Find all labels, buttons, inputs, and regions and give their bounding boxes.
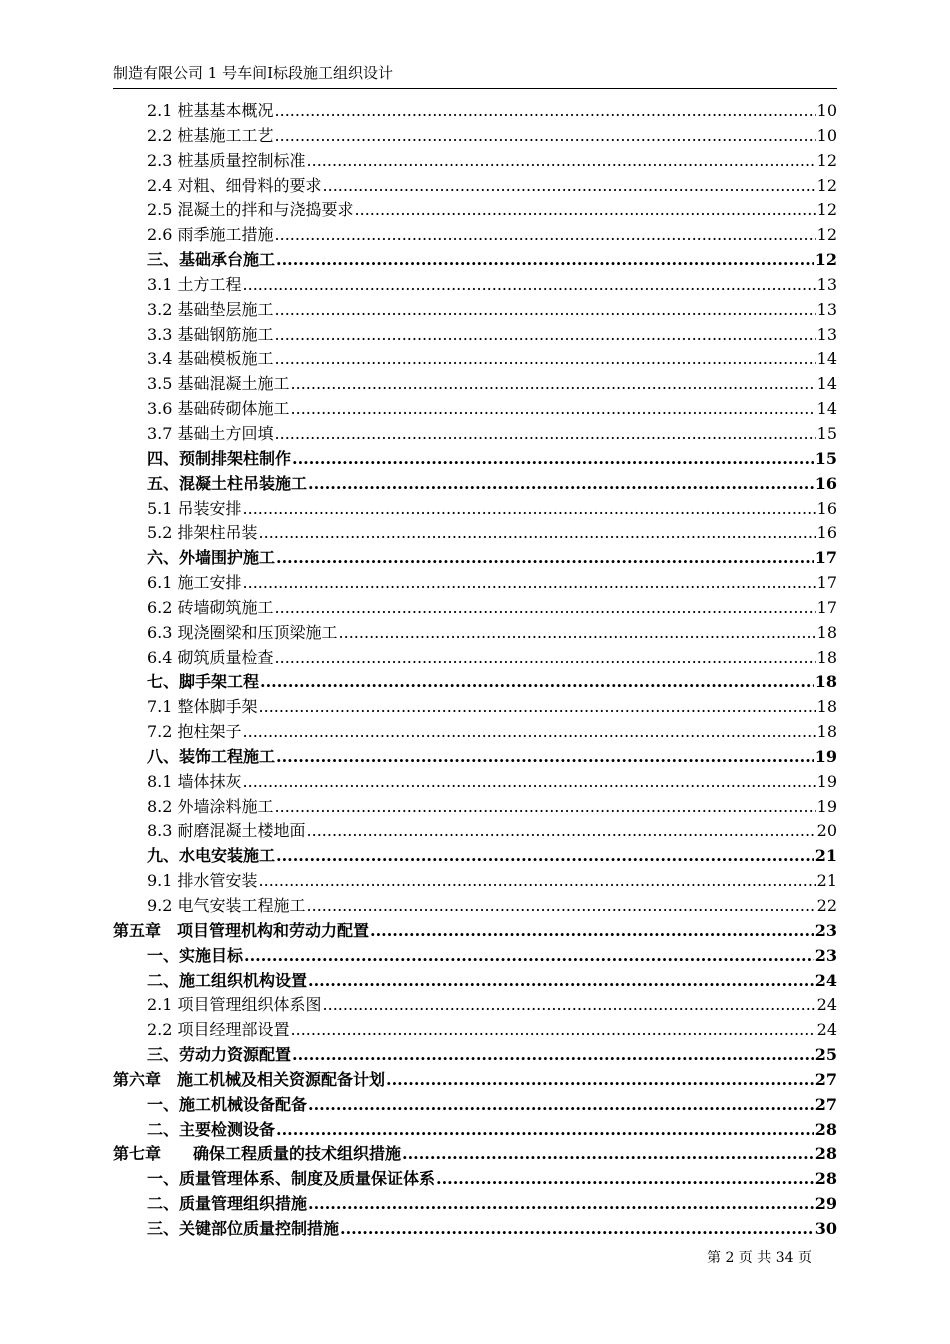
toc-dot-leader bbox=[275, 422, 816, 447]
toc-entry-page-number: 15 bbox=[814, 448, 837, 468]
toc-dot-leader bbox=[292, 447, 814, 472]
toc-entry-title: 2.1 桩基基本概况 bbox=[147, 101, 274, 120]
toc-dot-leader bbox=[275, 347, 816, 372]
toc-entry-page-number: 17 bbox=[816, 597, 837, 617]
toc-entry-title: 五、混凝土柱吊装施工 bbox=[147, 473, 308, 493]
toc-entry-title: 8.1 墙体抹灰 bbox=[147, 771, 242, 791]
toc-entry-page-number: 15 bbox=[816, 423, 837, 443]
toc-section-entry[interactable] bbox=[113, 1118, 837, 1143]
toc-subsection-entry[interactable] bbox=[113, 596, 837, 621]
toc-section-entry[interactable] bbox=[113, 745, 837, 770]
toc-entry-page-number: 29 bbox=[814, 1194, 837, 1214]
toc-dot-leader bbox=[339, 621, 816, 646]
toc-subsection-entry[interactable] bbox=[113, 894, 837, 919]
toc-entry-page-number: 23 bbox=[814, 920, 837, 940]
toc-dot-leader bbox=[291, 372, 816, 397]
toc-section-entry[interactable] bbox=[113, 969, 837, 994]
toc-dot-leader bbox=[259, 695, 816, 720]
toc-subsection-entry[interactable] bbox=[113, 646, 837, 671]
toc-subsection-entry[interactable] bbox=[113, 397, 837, 422]
toc-dot-leader bbox=[275, 596, 816, 621]
toc-entry-title: 第五章 项目管理机构和劳动力配置 bbox=[113, 920, 370, 940]
toc-entry-title: 2.2 项目经理部设置 bbox=[147, 1020, 290, 1040]
toc-entry-page-number: 17 bbox=[816, 573, 837, 593]
toc-entry-page-number: 20 bbox=[816, 821, 837, 841]
toc-dot-leader bbox=[276, 745, 814, 770]
toc-section-entry[interactable] bbox=[113, 944, 837, 969]
toc-subsection-entry[interactable] bbox=[113, 149, 837, 174]
toc-entry-page-number: 16 bbox=[814, 473, 837, 493]
toc-dot-leader bbox=[260, 670, 814, 695]
toc-dot-leader bbox=[275, 223, 816, 248]
toc-entry-page-number: 12 bbox=[816, 200, 837, 220]
toc-dot-leader bbox=[276, 546, 814, 571]
toc-entry-page-number: 24 bbox=[816, 995, 837, 1015]
toc-entry-title: 八、装饰工程施工 bbox=[147, 746, 276, 766]
toc-entry-title: 6.4 砌筑质量检查 bbox=[147, 647, 274, 667]
toc-entry-page-number: 18 bbox=[816, 622, 837, 642]
toc-subsection-entry[interactable] bbox=[113, 571, 837, 596]
toc-entry-title: 8.3 耐磨混凝土楼地面 bbox=[147, 821, 306, 841]
toc-section-entry[interactable] bbox=[113, 472, 837, 497]
toc-entry-title: 7.2 抱柱架子 bbox=[147, 722, 242, 742]
toc-section-entry[interactable] bbox=[113, 1043, 837, 1068]
toc-dot-leader bbox=[244, 944, 814, 969]
toc-entry-page-number: 10 bbox=[816, 125, 837, 145]
toc-entry-title: 9.2 电气安装工程施工 bbox=[147, 896, 306, 915]
toc-entry-page-number: 16 bbox=[816, 498, 837, 518]
toc-section-entry[interactable] bbox=[113, 248, 837, 273]
toc-entry-title: 6.1 施工安排 bbox=[147, 573, 242, 593]
toc-entry-page-number: 21 bbox=[816, 871, 837, 891]
toc-entry-title: 二、质量管理组织措施 bbox=[147, 1194, 308, 1214]
toc-section-entry[interactable] bbox=[113, 1093, 837, 1118]
toc-dot-leader bbox=[275, 323, 816, 348]
toc-dot-leader bbox=[340, 1217, 814, 1242]
toc-dot-leader bbox=[243, 571, 816, 596]
toc-entry-page-number: 14 bbox=[816, 349, 837, 369]
toc-subsection-entry[interactable] bbox=[113, 795, 837, 820]
toc-entry-page-number: 22 bbox=[816, 896, 837, 915]
toc-entry-title: 一、质量管理体系、制度及质量保证体系 bbox=[147, 1169, 436, 1189]
toc-dot-leader bbox=[307, 894, 816, 919]
toc-entry-page-number: 10 bbox=[816, 101, 837, 120]
toc-entry-title: 三、基础承台施工 bbox=[147, 250, 276, 270]
toc-entry-page-number: 24 bbox=[816, 1020, 837, 1040]
toc-entry-title: 5.1 吊装安排 bbox=[147, 498, 242, 518]
toc-dot-leader bbox=[308, 472, 814, 497]
toc-subsection-entry[interactable] bbox=[113, 521, 837, 546]
toc-entry-page-number: 19 bbox=[814, 746, 837, 766]
toc-entry-page-number: 18 bbox=[816, 722, 837, 742]
toc-entry-title: 8.2 外墙涂料施工 bbox=[147, 796, 274, 816]
toc-dot-leader bbox=[275, 795, 816, 820]
toc-subsection-entry[interactable] bbox=[113, 422, 837, 447]
toc-chapter-entry[interactable] bbox=[113, 1142, 837, 1167]
toc-entry-page-number: 18 bbox=[816, 647, 837, 667]
toc-entry-page-number: 27 bbox=[814, 1069, 837, 1089]
toc-entry-title: 6.2 砖墙砌筑施工 bbox=[147, 597, 274, 617]
toc-dot-leader bbox=[291, 1018, 816, 1043]
toc-entry-page-number: 12 bbox=[816, 225, 837, 245]
toc-entry-page-number: 30 bbox=[814, 1218, 837, 1238]
toc-entry-title: 九、水电安装施工 bbox=[147, 846, 276, 866]
toc-dot-leader bbox=[276, 1118, 814, 1143]
toc-entry-page-number: 12 bbox=[816, 150, 837, 170]
toc-dot-leader bbox=[386, 1068, 814, 1093]
toc-entry-title: 2.2 桩基施工工艺 bbox=[147, 125, 274, 145]
toc-subsection-entry[interactable] bbox=[113, 621, 837, 646]
toc-entry-title: 3.1 土方工程 bbox=[147, 274, 242, 294]
toc-dot-leader bbox=[308, 1192, 814, 1217]
toc-dot-leader bbox=[275, 646, 816, 671]
toc-entry-title: 3.6 基础砖砌体施工 bbox=[147, 399, 290, 419]
toc-entry-page-number: 23 bbox=[814, 945, 837, 965]
toc-entry-title: 7.1 整体脚手架 bbox=[147, 697, 258, 717]
toc-entry-title: 一、施工机械设备配备 bbox=[147, 1094, 308, 1114]
toc-dot-leader bbox=[276, 248, 814, 273]
toc-subsection-entry[interactable] bbox=[113, 174, 837, 199]
toc-dot-leader bbox=[402, 1142, 814, 1167]
toc-section-entry[interactable] bbox=[113, 1167, 837, 1192]
toc-entry-page-number: 14 bbox=[816, 374, 837, 394]
toc-subsection-entry[interactable] bbox=[113, 497, 837, 522]
toc-entry-page-number: 12 bbox=[816, 175, 837, 195]
toc-entry-title: 三、关键部位质量控制措施 bbox=[147, 1218, 340, 1238]
toc-section-entry[interactable] bbox=[113, 844, 837, 869]
toc-entry-page-number: 12 bbox=[814, 250, 837, 270]
toc-subsection-entry[interactable] bbox=[113, 720, 837, 745]
toc-entry-page-number: 16 bbox=[816, 523, 837, 543]
toc-dot-leader bbox=[307, 819, 816, 844]
toc-dot-leader bbox=[243, 497, 816, 522]
toc-entry-page-number: 28 bbox=[814, 1169, 837, 1189]
toc-entry-page-number: 13 bbox=[816, 299, 837, 319]
toc-subsection-entry[interactable] bbox=[113, 298, 837, 323]
toc-entry-title: 2.6 雨季施工措施 bbox=[147, 225, 274, 245]
toc-dot-leader bbox=[275, 298, 816, 323]
toc-entry-title: 四、预制排架柱制作 bbox=[147, 448, 292, 468]
toc-entry-page-number: 18 bbox=[814, 672, 837, 692]
toc-subsection-entry[interactable] bbox=[113, 819, 837, 844]
toc-entry-page-number: 28 bbox=[814, 1119, 837, 1139]
toc-entry-title: 三、劳动力资源配置 bbox=[147, 1045, 292, 1065]
toc-chapter-entry[interactable] bbox=[113, 1068, 837, 1093]
toc-entry-page-number: 19 bbox=[816, 771, 837, 791]
toc-entry-title: 3.2 基础垫层施工 bbox=[147, 299, 274, 319]
toc-subsection-entry[interactable] bbox=[113, 372, 837, 397]
toc-entry-page-number: 17 bbox=[814, 548, 837, 568]
toc-dot-leader bbox=[292, 1043, 814, 1068]
toc-entry-title: 七、脚手架工程 bbox=[147, 672, 260, 692]
toc-subsection-entry[interactable] bbox=[113, 124, 837, 149]
toc-dot-leader bbox=[370, 919, 814, 944]
toc-chapter-entry[interactable] bbox=[113, 919, 837, 944]
toc-entry-page-number: 18 bbox=[816, 697, 837, 717]
toc-entry-title: 3.4 基础模板施工 bbox=[147, 349, 274, 369]
toc-entry-title: 5.2 排架柱吊装 bbox=[147, 523, 258, 543]
toc-subsection-entry[interactable] bbox=[113, 273, 837, 298]
toc-subsection-entry[interactable] bbox=[113, 99, 837, 124]
toc-entry-page-number: 13 bbox=[816, 324, 837, 344]
toc-section-entry[interactable] bbox=[113, 670, 837, 695]
toc-entry-title: 2.3 桩基质量控制标准 bbox=[147, 150, 306, 170]
toc-entry-title: 2.4 对粗、细骨料的要求 bbox=[147, 175, 322, 195]
toc-entry-title: 二、主要检测设备 bbox=[147, 1119, 276, 1139]
toc-section-entry[interactable] bbox=[113, 1217, 837, 1242]
toc-dot-leader bbox=[259, 869, 816, 894]
toc-dot-leader bbox=[275, 124, 816, 149]
toc-entry-title: 9.1 排水管安装 bbox=[147, 871, 258, 891]
toc-entry-page-number: 21 bbox=[814, 846, 837, 866]
toc-entry-page-number: 25 bbox=[814, 1045, 837, 1065]
toc-entry-title: 3.5 基础混凝土施工 bbox=[147, 374, 290, 394]
toc-dot-leader bbox=[355, 198, 816, 223]
toc-dot-leader bbox=[308, 1093, 814, 1118]
toc-subsection-entry[interactable] bbox=[113, 993, 837, 1018]
toc-dot-leader bbox=[243, 770, 816, 795]
toc-dot-leader bbox=[291, 397, 816, 422]
toc-entry-title: 6.3 现浇圈梁和压顶梁施工 bbox=[147, 622, 338, 642]
toc-section-entry[interactable] bbox=[113, 546, 837, 571]
toc-subsection-entry[interactable] bbox=[113, 1018, 837, 1043]
toc-entry-title: 3.3 基础钢筋施工 bbox=[147, 324, 274, 344]
toc-entry-title: 一、实施目标 bbox=[147, 945, 244, 965]
toc-dot-leader bbox=[275, 99, 816, 124]
toc-subsection-entry[interactable] bbox=[113, 198, 837, 223]
toc-entry-title: 第六章 施工机械及相关资源配备计划 bbox=[113, 1069, 386, 1089]
toc-dot-leader bbox=[259, 521, 816, 546]
toc-dot-leader bbox=[323, 174, 816, 199]
toc-dot-leader bbox=[308, 969, 814, 994]
toc-dot-leader bbox=[436, 1167, 814, 1192]
toc-subsection-entry[interactable] bbox=[113, 869, 837, 894]
document-title: 制造有限公司 1 号车间Ⅰ标段施工组织设计 bbox=[113, 64, 394, 82]
toc-subsection-entry[interactable] bbox=[113, 347, 837, 372]
toc-entry-title: 六、外墙围护施工 bbox=[147, 548, 276, 568]
table-of-contents bbox=[113, 99, 837, 1242]
toc-dot-leader bbox=[307, 149, 816, 174]
toc-entry-page-number: 19 bbox=[816, 796, 837, 816]
toc-entry-page-number: 24 bbox=[814, 970, 837, 990]
page-number: 第 2 页 共 34 页 bbox=[707, 1250, 812, 1266]
toc-entry-title: 3.7 基础土方回填 bbox=[147, 423, 274, 443]
toc-subsection-entry[interactable] bbox=[113, 770, 837, 795]
toc-entry-title: 2.1 项目管理组织体系图 bbox=[147, 995, 322, 1015]
toc-entry-page-number: 13 bbox=[816, 274, 837, 294]
page-header bbox=[113, 62, 837, 89]
toc-section-entry[interactable] bbox=[113, 1192, 837, 1217]
toc-subsection-entry[interactable] bbox=[113, 223, 837, 248]
toc-entry-page-number: 28 bbox=[814, 1144, 837, 1164]
toc-entry-page-number: 14 bbox=[816, 399, 837, 419]
toc-entry-title: 二、施工组织机构设置 bbox=[147, 970, 308, 990]
toc-entry-title: 2.5 混凝土的拌和与浇捣要求 bbox=[147, 200, 354, 220]
toc-section-entry[interactable] bbox=[113, 447, 837, 472]
toc-dot-leader bbox=[276, 844, 814, 869]
toc-dot-leader bbox=[243, 720, 816, 745]
toc-dot-leader bbox=[243, 273, 816, 298]
toc-subsection-entry[interactable] bbox=[113, 323, 837, 348]
toc-subsection-entry[interactable] bbox=[113, 695, 837, 720]
toc-dot-leader bbox=[323, 993, 816, 1018]
toc-entry-title: 第七章 确保工程质量的技术组织措施 bbox=[113, 1144, 402, 1164]
toc-entry-page-number: 27 bbox=[814, 1094, 837, 1114]
